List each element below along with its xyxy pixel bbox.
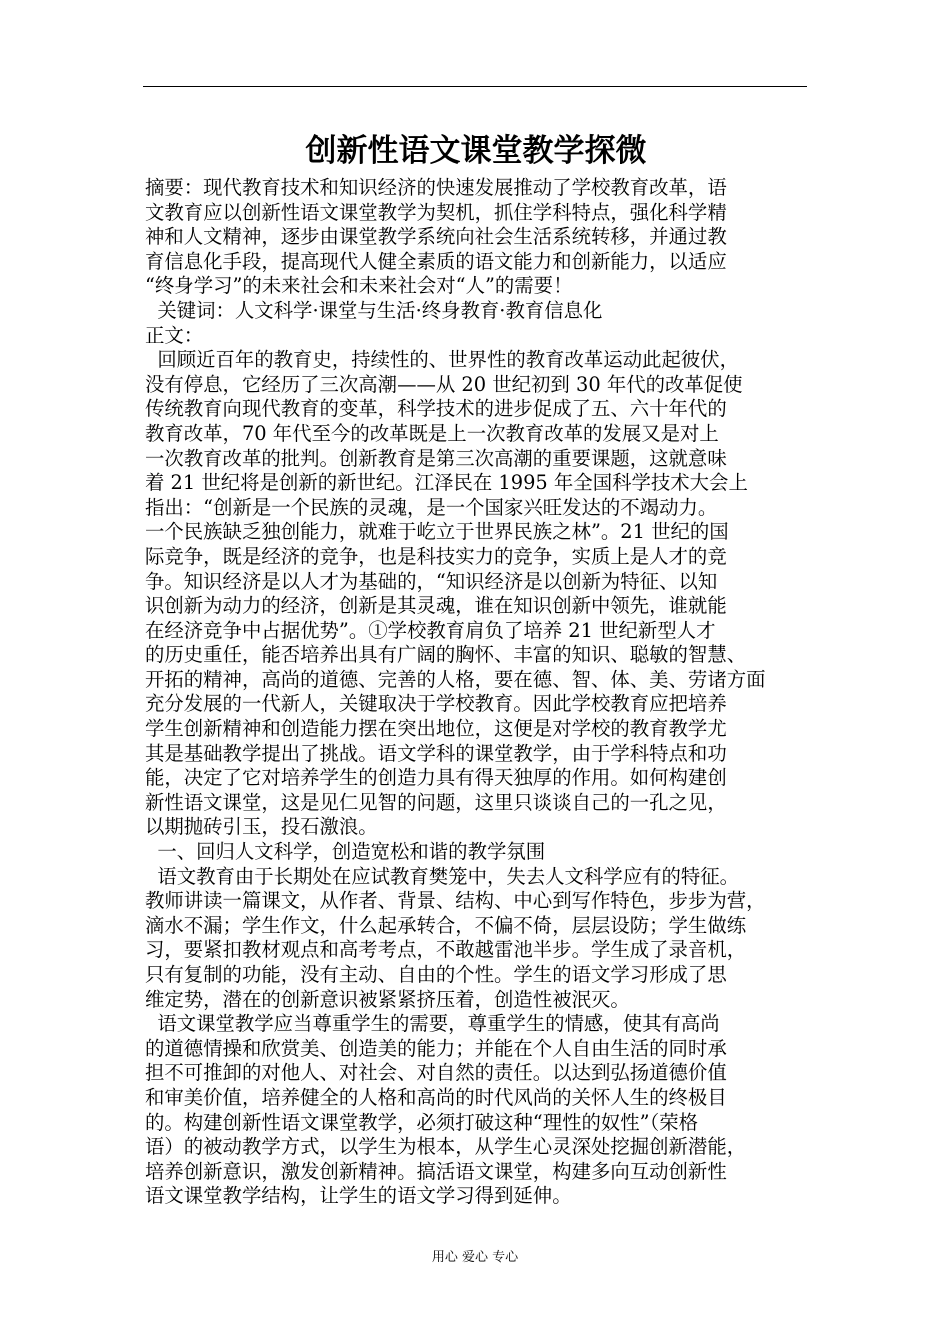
text-line: 维定势，潜在的创新意识被紧紧挤压着，创造性被泯灭。: [145, 987, 630, 1011]
text-line: 的道德情操和欣赏美、创造美的能力；并能在个人自由生活的同时承: [145, 1036, 727, 1060]
text-line: 回顾近百年的教育史，持续性的、世界性的教育改革运动此起彼伏，: [145, 348, 740, 372]
text-line: 能，决定了它对培养学生的创造力具有得天独厚的作用。如何构建创: [145, 766, 727, 790]
text-line: 际竞争，既是经济的竞争，也是科技实力的竞争，实质上是人才的竞: [145, 544, 727, 568]
text-line: 学生创新精神和创造能力摆在突出地位，这便是对学校的教育教学尤: [145, 717, 727, 741]
text-line: 文教育应以创新性语文课堂教学为契机，抓住学科特点，强化科学精: [145, 200, 727, 224]
text-line: 指出：“创新是一个民族的灵魂，是一个国家兴旺发达的不竭动力。: [145, 495, 718, 519]
header-rule: [143, 86, 807, 87]
text-line: 语）的被动教学方式，以学生为根本，从学生心灵深处挖掘创新潜能，: [145, 1135, 747, 1159]
page-footer: 用心 爱心 专心: [431, 1250, 519, 1265]
text-line: 只有复制的功能，没有主动、自由的个性。学生的语文学习形成了思: [145, 963, 727, 986]
text-line: 教育改革，70 年代至今的改革既是上一次教育改革的发展又是对上: [145, 421, 719, 445]
text-line: 滴水不漏；学生作文，什么起承转合，不偏不倚，层层设防；学生做练: [145, 913, 747, 937]
text-line: 新性语文课堂，这是见仁见智的问题，这里只谈谈自己的一孔之见，: [145, 790, 727, 814]
text-line: 一个民族缺乏独创能力，就难于屹立于世界民族之林”。21 世纪的国: [145, 520, 729, 544]
text-line: 培养创新意识，激发创新精神。搞活语文课堂，构建多向互动创新性: [145, 1159, 727, 1183]
text-line: 语文课堂教学应当尊重学生的需要，尊重学生的情感，使其有高尚: [145, 1012, 720, 1036]
document-body: [145, 126, 823, 1209]
text-line: 关键词：人文科学·课堂与生活·终身教育·教育信息化: [145, 298, 603, 322]
text-line: 识创新为动力的经济，创新是其灵魂，谁在知识创新中领先，谁就能: [145, 594, 727, 618]
text-line: 的。构建创新性语文课堂教学，必须打破这种“理性的奴性”（荣格: [145, 1110, 699, 1134]
text-line: 语文教育由于长期处在应试教育樊笼中，失去人文科学应有的特征。: [145, 864, 740, 888]
text-line: 神和人文精神，逐步由课堂教学系统向社会生活系统转移，并通过教: [145, 225, 727, 249]
text-line: 充分发展的一代新人，关键取决于学校教育。因此学校教育应把培养: [145, 692, 727, 716]
text-line: 在经济竞争中占据优势”。①学校教育肩负了培养 21 世纪新型人才: [145, 618, 716, 642]
text-line: 正文：: [145, 323, 204, 347]
text-line: 育信息化手段，提高现代人健全素质的语文能力和创新能力，以适应: [145, 249, 727, 273]
text-line: 和审美价值，培养健全的人格和高尚的时代风尚的关怀人生的终极目: [145, 1085, 727, 1109]
text-line: 以期抛砖引玉，投石激浪。: [145, 815, 378, 839]
text-line: 一次教育改革的批判。创新教育是第三次高潮的重要课题，这就意味: [145, 446, 727, 470]
text-line: 争。知识经济是以人才为基础的，“知识经济是以创新为特征、以知: [145, 569, 718, 593]
text-line: 其是基础教学提出了挑战。语文学科的课堂教学，由于学科特点和功: [145, 741, 727, 765]
text-line: 一、回归人文科学，创造宽松和谐的教学氛围: [145, 840, 546, 864]
document-title: 创新性语文课堂教学探微: [305, 133, 647, 169]
text-line: 没有停息，它经历了三次高潮——从 20 世纪初到 30 年代的改革促使: [145, 372, 743, 396]
text-line: 语文课堂教学结构，让学生的语文学习得到延伸。: [145, 1184, 572, 1208]
text-line: 的历史重任，能否培养出具有广阔的胸怀、丰富的知识、聪敏的智慧、: [145, 643, 747, 667]
text-line: 担不可推卸的对他人、对社会、对自然的责任。以达到弘扬道德价值: [145, 1061, 727, 1085]
text-line: 教师讲读一篇课文，从作者、背景、结构、中心到写作特色，步步为营，: [145, 889, 766, 913]
document-text: [145, 176, 823, 1209]
text-line: “终身学习”的未来社会和未来社会对“人”的需要！: [145, 274, 573, 298]
text-line: 摘要：现代教育技术和知识经济的快速发展推动了学校教育改革，语: [145, 176, 727, 199]
text-line: 开拓的精神，高尚的道德、完善的人格，要在德、智、体、美、劳诸方面: [145, 667, 766, 691]
text-line: 习，要紧扣教材观点和高考考点，不敢越雷池半步。学生成了录音机，: [145, 938, 747, 962]
text-line: 传统教育向现代教育的变革，科学技术的进步促成了五、六十年代的: [145, 397, 727, 421]
text-line: 着 21 世纪将是创新的新世纪。江泽民在 1995 年全国科学技术大会上: [145, 471, 748, 495]
